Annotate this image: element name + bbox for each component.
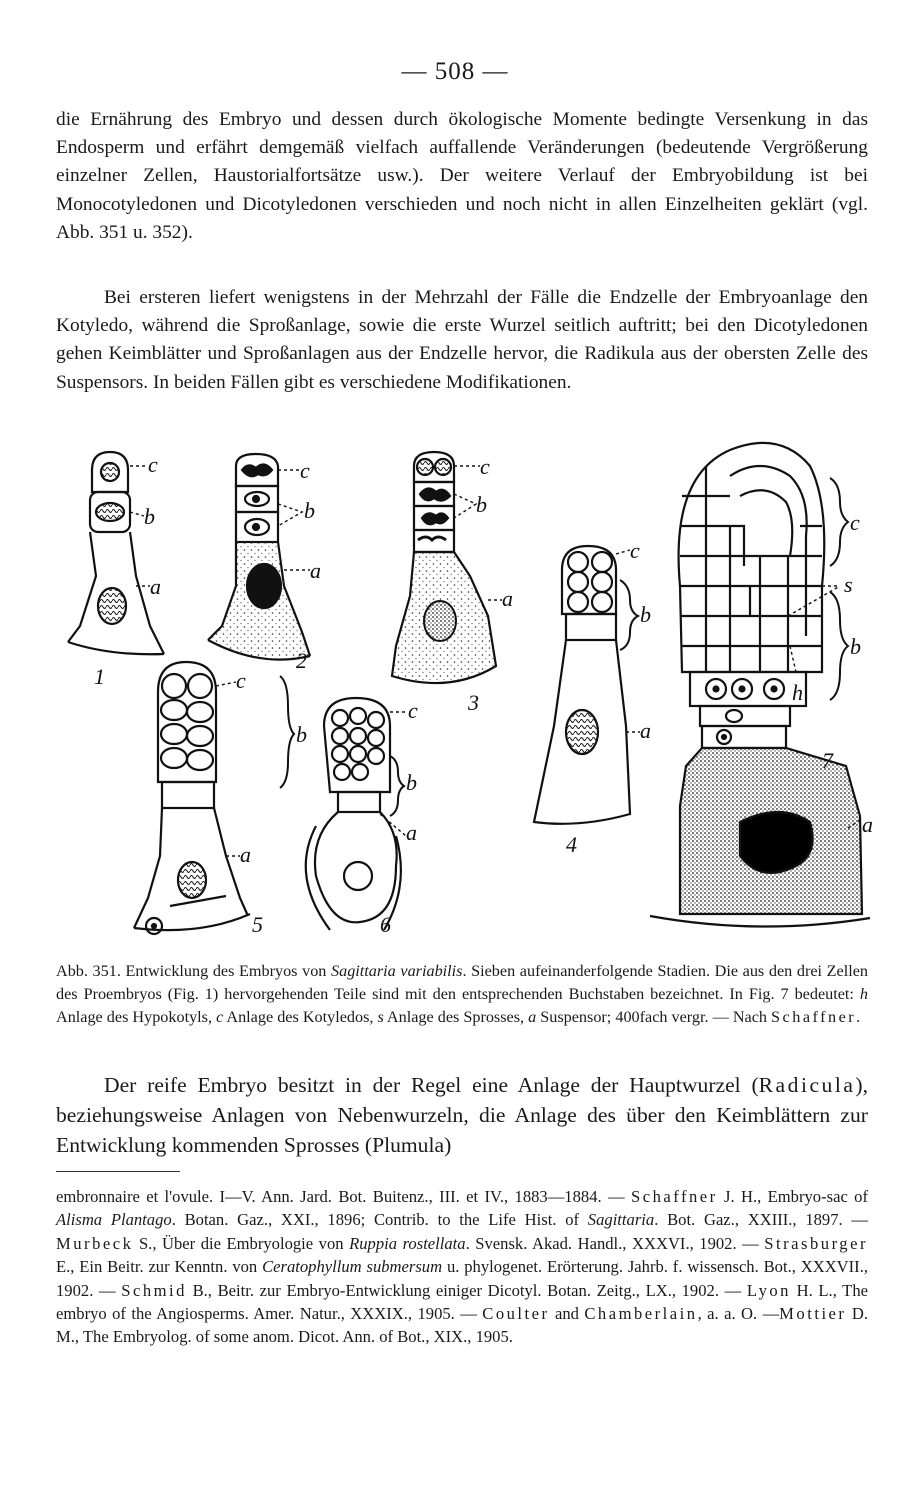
label-h-7: h — [792, 680, 803, 705]
embryo-illustration — [40, 436, 880, 958]
label-b-6: b — [406, 770, 417, 795]
label-c-1: c — [148, 452, 158, 477]
paragraph-3: Der reife Embryo besitzt in der Regel eine Anlage der Hauptwurzel (Radicula), beziehungsweise Anlagen von Nebenwurzeln, die Anlage des über den Keimblättern zur Entwicklung kommenden Sprosses (Plumula) — [56, 1073, 868, 1157]
page-number: — 508 — — [401, 58, 509, 85]
figure-4-drawing — [534, 546, 630, 824]
paragraph-2: Bei ersteren liefert wenigstens in der Mehrzahl der Fälle die Endzelle der Embryoanlage den Kotyledo, während die Sproßanlage, sowie die erste Wurzel seitlich auftritt; bei den Dicotyledonen gehen Keimblätter und Sproßanlagen aus der Endzelle hervor, die Radikula aus der obersten Zelle des Suspensors. In beiden Fällen gibt es verschiedene Modifikationen. — [56, 287, 868, 393]
label-c-6: c — [408, 698, 418, 723]
label-a-2: a — [310, 558, 321, 583]
label-a-7: a — [862, 812, 873, 837]
label-a-4: a — [640, 718, 651, 743]
label-b-4: b — [640, 602, 651, 627]
label-c-5: c — [236, 668, 246, 693]
figure-1-drawing — [68, 452, 164, 654]
label-fig-5: 5 — [252, 912, 263, 937]
label-fig-7: 7 — [822, 748, 833, 773]
figure-caption: Abb. 351. Entwicklung des Embryos von Sagittaria variabilis. Sieben aufeinanderfolgende Stadien. Die aus den drei Zellen des Proembryos (Fig. 1) hervorgehenden Teile sind mit den entsprechenden Buchstaben bezeichnet. In Fig. 7 bedeutet: h Anlage des Hypokotyls, c Anlage des Kotyledos, s Anlage des Sprosses, a Suspensor; 400fach vergr. — Nach Schaffner. — [56, 962, 868, 1026]
label-b-2: b — [304, 498, 315, 523]
label-b-3: b — [476, 492, 487, 517]
label-a-1: a — [150, 574, 161, 599]
embryo-figure — [40, 436, 880, 958]
label-fig-6: 6 — [380, 912, 391, 937]
label-fig-3: 3 — [468, 690, 479, 715]
label-a-3: a — [502, 586, 513, 611]
footnote: embronnaire et l'ovule. I—V. Ann. Jard. Bot. Buitenz., III. et IV., 1883—1884. — Schaffner J. H., Embryo-sac of Alisma Plantago. Botan. Gaz., XXI., 1896; Contrib. to the Life Hist. of Sagittaria. Bot. Gaz., XXIII., 1897. — Murbeck S., Über die Embryologie von Ruppia rostellata. Svensk. Akad. Handl., XXXVI., 1902. — Strasburger E., Ein Beitr. zur Kenntn. von Ceratophyllum submersum u. phylogenet. Erörterung. Jahrb. f. wissensch. Bot., XXXVII., 1902. — Schmid B., Beitr. zur Embryo-Entwicklung einiger Dicotyl. Botan. Zeitg., LX., 1902. — Lyon H. L., The embryo of the Angiosperms. Amer. Natur., XXXIX., 1905. — Coulter and Chamberlain, a. a. O. —Mottier D. M., The Embryolog. of some anom. Dicot. Ann. of Bot., XIX., 1905. — [56, 1187, 869, 1347]
paragraph-1: die Ernährung des Embryo und dessen durch ökologische Momente bedingte Versenkung in das Endosperm und erfährt demgemäß vielfach auffallende Veränderungen (bedeutende Vergrößerung einzelner Zellen, Haustorialfortsätze usw.). Der weitere Verlauf der Embryobildung ist bei Monocotyledonen und Dicotyledonen verschieden und noch nicht in allen Einzelheiten geklärt (vgl. Abb. 351 u. 352). — [56, 109, 868, 243]
label-fig-2: 2 — [296, 648, 307, 673]
figure-3-drawing — [392, 452, 496, 683]
figure-6-drawing — [306, 698, 401, 930]
label-a-5: a — [240, 842, 251, 867]
label-b-1: b — [144, 504, 155, 529]
label-b-5: b — [296, 722, 307, 747]
label-c-4: c — [630, 538, 640, 563]
figure-7-drawing — [650, 443, 870, 927]
label-fig-4: 4 — [566, 832, 577, 857]
label-s-7: s — [844, 572, 853, 597]
label-c-7: c — [850, 510, 860, 535]
label-c-2: c — [300, 458, 310, 483]
figure-5-drawing — [134, 662, 250, 934]
label-a-6: a — [406, 820, 417, 845]
label-b-7: b — [850, 634, 861, 659]
label-fig-1: 1 — [94, 664, 105, 689]
figure-2-drawing — [208, 454, 310, 660]
label-c-3: c — [480, 454, 490, 479]
footnote-divider — [56, 1171, 180, 1172]
